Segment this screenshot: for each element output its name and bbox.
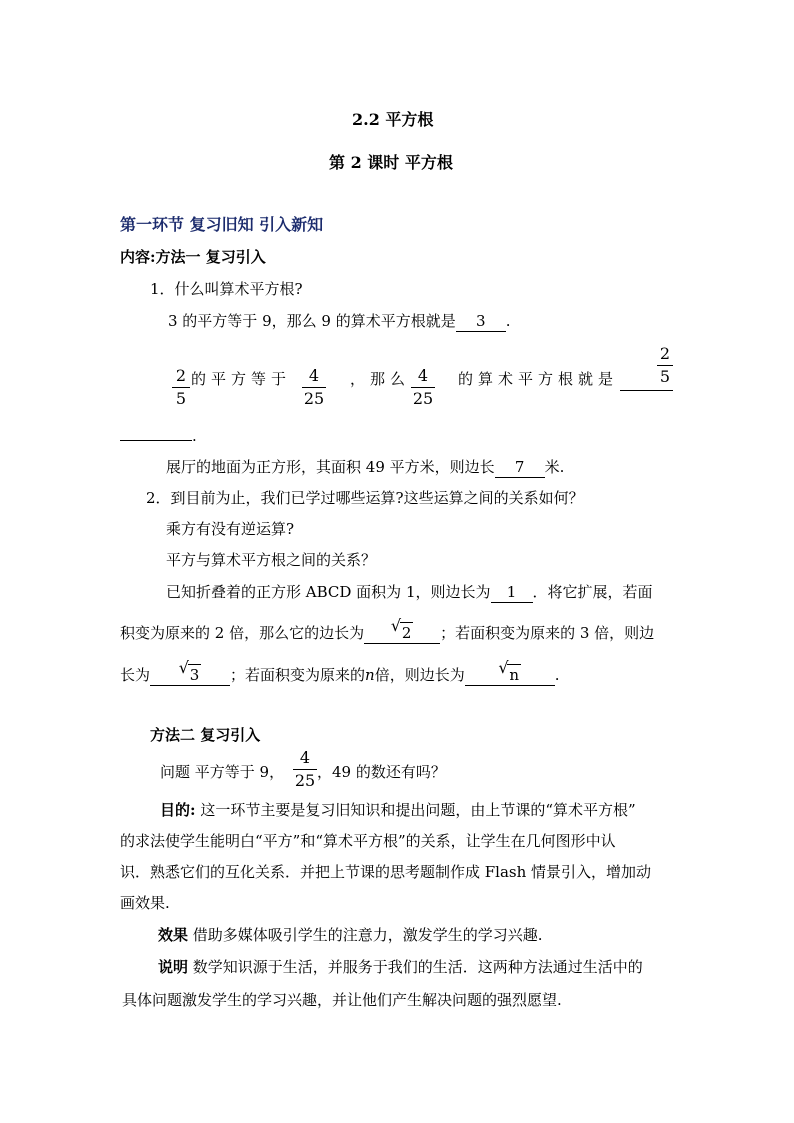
page-subtitle: 第 2 课时 平方根 bbox=[329, 153, 453, 172]
goal-line4: 画效果. bbox=[120, 894, 170, 912]
fraction-2-5: 2 5 bbox=[172, 366, 190, 409]
q1-line4: 展厅的地面为正方形，其面积 49 平方米，则边长 7 米. bbox=[166, 458, 565, 476]
effect-line: 效果 借助多媒体吸引学生的注意力，激发学生的学习兴趣. bbox=[158, 926, 543, 944]
goal-line1: 目的: 这一环节主要是复习旧知识和提出问题，由上节课的“算术平方根” bbox=[160, 801, 636, 819]
fraction-answer-2-5: 2 5 bbox=[657, 344, 673, 387]
q2-line1: 乘方有没有逆运算? bbox=[166, 520, 295, 538]
q2-blank-3 bbox=[150, 658, 230, 686]
q1-blank-3 bbox=[120, 440, 192, 441]
sqrt-n: √ n bbox=[498, 658, 520, 684]
q2-line3: 已知折叠着的正方形 ABCD 面积为 1，则边长为 1 ．将它扩展，若面 bbox=[166, 583, 653, 601]
sqrt-2: √ 2 bbox=[390, 616, 412, 642]
q1-line1: 3 的平方等于 9，那么 9 的算术平方根就是 3 . bbox=[168, 312, 511, 330]
method2-question-pre: 问题 平方等于 9， bbox=[160, 763, 285, 781]
q1-blank-2-line bbox=[620, 390, 673, 391]
fraction-4-25-c: 4 25 bbox=[294, 748, 316, 790]
method2-label: 方法二 复习引入 bbox=[150, 726, 261, 744]
fraction-4-25-a: 4 25 bbox=[303, 366, 325, 408]
q1-blank-4: 7 bbox=[495, 457, 545, 478]
q2-blank-1: 1 bbox=[491, 582, 533, 603]
q1-line3: . bbox=[120, 426, 197, 446]
q1-text-c: 的算术平方根就是 bbox=[458, 370, 619, 388]
content-label: 内容:方法一 复习引入 bbox=[120, 248, 266, 266]
note-line1: 说明 数学知识源于生活，并服务于我们的生活．这两种方法通过生活中的 bbox=[158, 958, 643, 976]
note-line2: 具体问题激发学生的学习兴趣，并让他们产生解决问题的强烈愿望. bbox=[122, 991, 562, 1009]
q1-text-a: 的平方等于 bbox=[191, 370, 292, 388]
q2-line4: 积变为原来的 2 倍，那么它的边长为 √ 2 ；若面积变为原来的 3 倍，则边 bbox=[120, 616, 655, 642]
fraction-4-25-b: 4 25 bbox=[412, 366, 434, 408]
q1-text-b: ，那么 bbox=[350, 370, 411, 388]
method2-question-post: ，49 的数还有吗？ bbox=[317, 763, 446, 781]
goal-line2: 的求法使学生能明白“平方”和“算术平方根”的关系，让学生在几何图形中认 bbox=[120, 832, 616, 850]
goal-line3: 识．熟悉它们的互化关系．并把上节课的思考题制作成 Flash 情景引入，增加动 bbox=[120, 863, 652, 881]
q1-label: 1．什么叫算术平方根? bbox=[150, 280, 303, 298]
page-title: 2.2 平方根 bbox=[352, 110, 434, 129]
q2-label: 2．到目前为止，我们已学过哪些运算?这些运算之间的关系如何？ bbox=[146, 489, 584, 507]
q2-line5: 长为 √ 3 ；若面积变为原来的n倍，则边长为 √ n . bbox=[120, 658, 560, 684]
q2-blank-2 bbox=[364, 616, 440, 644]
q2-line2: 平方与算术平方根之间的关系？ bbox=[166, 551, 377, 569]
q1-blank-1: 3 bbox=[456, 311, 506, 332]
section-heading: 第一环节 复习旧知 引入新知 bbox=[120, 215, 324, 234]
sqrt-3: √ 3 bbox=[178, 658, 200, 684]
q2-blank-4 bbox=[465, 658, 555, 686]
